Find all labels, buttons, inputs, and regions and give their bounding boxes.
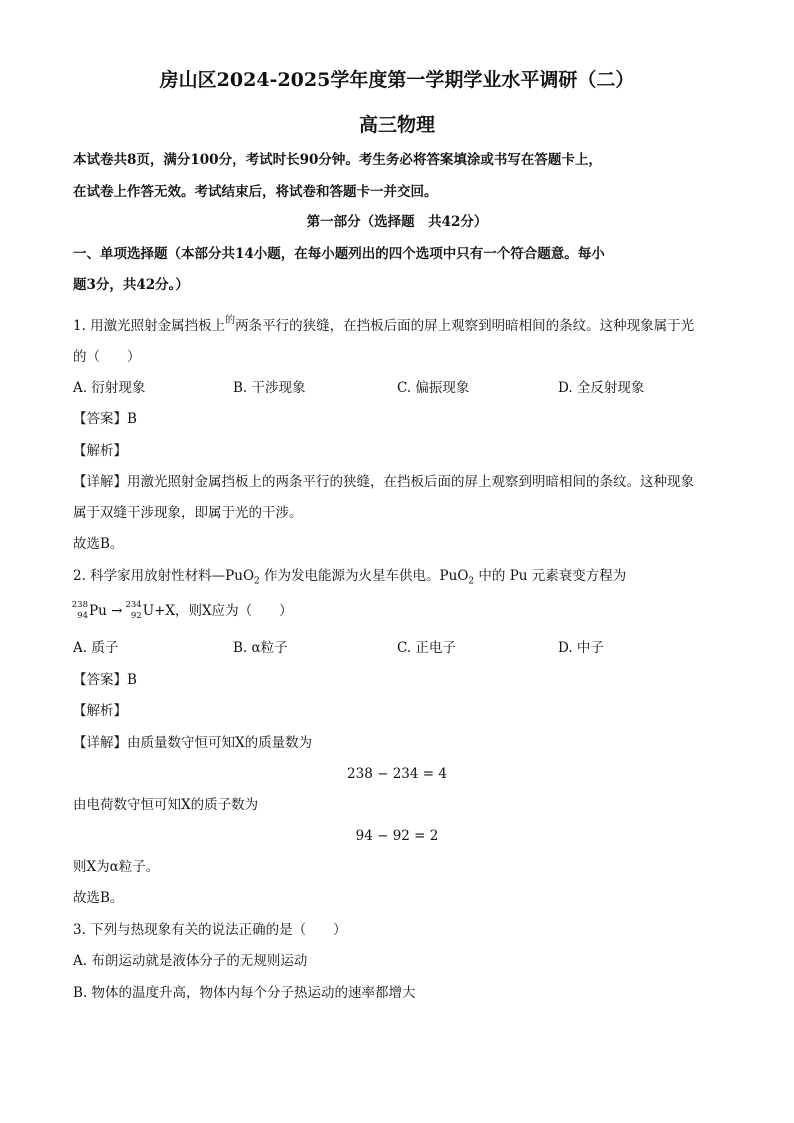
q2-stem-b: 作为发电能源为火星车供电。PuO (259, 568, 469, 584)
u-symbol: U+X (142, 603, 175, 619)
q1-option-d: D. 全反射现象 (558, 380, 645, 396)
intro-line-1: 本试卷共8页，满分100分，考试时长90分钟。考生务必将答案填涂或书写在答题卡上， (73, 152, 602, 168)
q1-conclusion: 故选B。 (73, 536, 124, 552)
q1-detail-label: 【详解】 (73, 474, 127, 490)
q2-stem-line-1 (73, 566, 626, 592)
pu-symbol: Pu (89, 603, 107, 619)
section-line-2: 题3分，共42分。） (73, 277, 189, 293)
q2-analysis: 【解析】 (73, 703, 127, 719)
part-heading: 第一部分（选择题 共42分） (306, 214, 488, 230)
q2-detail-label: 【详解】 (73, 735, 127, 751)
q2-equation-2: 94 − 92 = 2 (355, 828, 439, 844)
q3-option-a: A. 布朗运动就是液体分子的无规则运动 (73, 953, 308, 969)
pu-nuclide-indices (71, 599, 89, 622)
u-mass-number: 234 (125, 599, 142, 610)
u-charge-number: 92 (130, 610, 142, 621)
section-line-1: 一、单项选择题（本部分共14小题，在每小题列出的四个选项中只有一个符合题意。每小 (73, 246, 605, 262)
intro-line-2: 在试卷上作答无效。考试结束后，将试卷和答题卡一并交回。 (73, 184, 438, 200)
q1-stem-note: 的 (225, 315, 236, 326)
q2-option-b: B. α粒子 (233, 640, 288, 656)
q2-stem-line-2 (73, 601, 293, 622)
q2-option-a: A. 质子 (73, 640, 119, 656)
pu-charge-number: 94 (77, 610, 88, 621)
u-nuclide-indices (125, 599, 143, 622)
q2-conclusion: 故选B。 (73, 890, 124, 906)
q2-detail-text-1: 由质量数守恒可知X的质量数为 (127, 735, 313, 751)
pu-mass-number: 238 (71, 599, 88, 610)
q2-detail-line-1 (73, 733, 312, 753)
q2-sub-2b: 2 (468, 576, 475, 587)
q1-stem-b: 两条平行的狭缝，在挡板后面的屏上观察到明暗相间的条纹。这种现象属于光 (235, 318, 695, 334)
page-subtitle: 高三物理 (358, 114, 435, 136)
q1-detail-line-1 (73, 472, 694, 492)
q1-answer: 【答案】B (73, 411, 137, 427)
q2-option-c: C. 正电子 (397, 640, 456, 656)
q3-stem: 3. 下列与热现象有关的说法正确的是（ ） (73, 922, 347, 938)
q1-option-c: C. 偏振现象 (397, 380, 470, 396)
q1-option-b: B. 干涉现象 (233, 380, 306, 396)
q2-option-d: D. 中子 (558, 640, 604, 656)
q1-stem-line-2: 的（ ） (73, 349, 141, 365)
q1-option-a: A. 衍射现象 (73, 380, 146, 396)
q1-detail-line-2: 属于双缝干涉现象，即属于光的干涉。 (73, 505, 303, 521)
q2-sub-2: 2 (254, 576, 260, 587)
q2-stem-c: 中的 Pu 元素衰变方程为 (474, 568, 627, 584)
q1-stem-line-1 (73, 316, 694, 338)
decay-arrow: → (111, 603, 123, 619)
page-title: 房山区2024-2025学年度第一学期学业水平调研（二） (159, 69, 635, 91)
q2-detail-line-3: 则X为α粒子。 (73, 859, 160, 875)
q1-detail-text-1: 用激光照射金属挡板上的两条平行的狭缝，在挡板后面的屏上观察到明暗相间的条纹。这种现象 (127, 474, 694, 490)
q1-analysis: 【解析】 (73, 443, 127, 459)
q2-equation-1: 238 − 234 = 4 (347, 766, 447, 782)
q3-option-b: B. 物体的温度升高，物体内每个分子热运动的速率都增大 (73, 985, 416, 1001)
q2-stem-tail: ，则X应为（ ） (175, 603, 293, 619)
q2-detail-line-2: 由电荷数守恒可知X的质子数为 (73, 797, 259, 813)
q2-answer: 【答案】B (73, 672, 137, 688)
q1-stem-a: 1. 用激光照射金属挡板上 (73, 318, 226, 334)
q2-stem-a: 2. 科学家用放射性材料—PuO (73, 568, 255, 584)
